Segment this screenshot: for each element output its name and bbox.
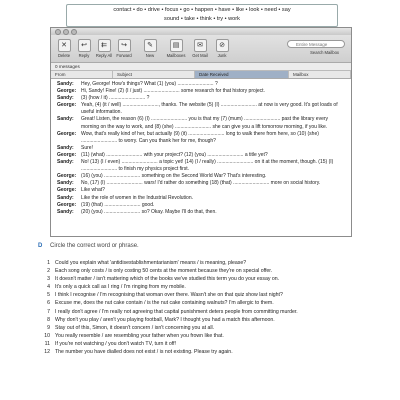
- exercise-number: 5: [47, 292, 50, 299]
- column-header: [51, 71, 351, 79]
- toolbar: [51, 35, 351, 63]
- exercise-item: [40, 259, 385, 267]
- dialogue-text: Hey, George! How's things? What (1) (you) .......................... ?: [81, 81, 218, 87]
- exercise-sentence: It's only a quick call as I ring / I'm ringing from my mobile.: [55, 284, 186, 291]
- dialogue-text: No! (13) (I / even) .......................... a topic yet! (14) (I / really) .......................... on it at the moment, though. (15) (I) .......................... to finish my physics project first.: [81, 159, 334, 173]
- speaker-name: George:: [57, 102, 77, 109]
- exercise-sentence: The number you have dialled does not exist / is not existing. Please try again.: [55, 349, 233, 356]
- speaker-name: George:: [57, 187, 77, 194]
- reply-label: Reply: [78, 53, 90, 58]
- exercise-item: [40, 316, 385, 324]
- new-button[interactable]: [141, 39, 159, 58]
- forward-icon: ↪: [118, 39, 131, 52]
- dialogue-line: [57, 145, 345, 152]
- exercise-item: [40, 299, 385, 307]
- dialogue-text: Wow, that's really kind of her, but actually (9) (it) .......................... long to walk there from here, so (10) (she) .......................... to worry. Can you thank her for me, though?: [81, 130, 319, 144]
- delete-icon: ✕: [58, 39, 71, 52]
- dialogue-line: [57, 202, 345, 209]
- dialogue-line: [57, 195, 345, 202]
- speaker-name: Sandy:: [57, 116, 74, 123]
- junk-icon: ⊘: [216, 39, 229, 52]
- dialogue-line: [57, 116, 345, 130]
- exercise-sentence: I really don't agree / I'm really not agreeing that capital punishment deters people from committing murder.: [55, 308, 298, 315]
- exercise-sentence: Excuse me, does the nut cake contain / is the nut cake containing walnuts? I'm allergic to them.: [55, 300, 274, 307]
- exercise-number: 11: [44, 340, 50, 347]
- reply-all-icon: ⇇: [98, 39, 111, 52]
- speaker-name: Sandy:: [57, 194, 74, 201]
- dialogue-text: (3) (how / it) .......................... ?: [81, 95, 150, 102]
- get-mail-icon: ✉: [194, 39, 207, 52]
- word-box-line-2: sound • take • think • try • work: [164, 15, 240, 22]
- reply-all-label: Reply All: [95, 53, 113, 58]
- search-input[interactable]: [287, 40, 345, 48]
- speaker-name: Sandy:: [57, 208, 74, 215]
- dialogue-text: Sure!: [81, 144, 93, 151]
- dialogue-line: [57, 173, 345, 180]
- dialogue-text: (16) (you) .......................... something on the Second World War? That's interesting.: [81, 173, 267, 180]
- get-mail-button[interactable]: [191, 39, 209, 58]
- dialogue-line: [57, 187, 345, 194]
- reply-button[interactable]: [75, 39, 93, 58]
- exercise-item: [40, 275, 385, 283]
- exercise-item: [40, 267, 385, 275]
- exercise-sentence: I think I recognise / I'm recognising that woman over there. Wasn't she on that quiz show last night?: [55, 292, 283, 299]
- exercise-number: 10: [44, 332, 50, 339]
- message-body: [51, 79, 351, 218]
- dialogue-line: [57, 180, 345, 187]
- junk-button[interactable]: [213, 39, 231, 58]
- exercise-sentence: Could you explain what 'antidisestablishmentarianism' means / is meaning, please?: [55, 260, 247, 266]
- word-box-line-1: contact • do • drive • focus • go • happen • have • like • look • need • say: [113, 7, 291, 13]
- exercise-number: 6: [47, 300, 50, 307]
- exercise-sentence: If you're not watching / you don't watch TV, turn it off!: [55, 340, 176, 347]
- word-box: [66, 4, 338, 27]
- reply-icon: ↩: [78, 39, 91, 52]
- speaker-name: George:: [57, 151, 77, 158]
- speaker-name: Sandy:: [57, 95, 74, 102]
- delete-button[interactable]: [55, 39, 73, 58]
- exercise-item: [40, 291, 385, 299]
- new-message-icon: ✎: [144, 39, 157, 52]
- dialogue-text: Yeah, (4) (it / well) .........................., thanks. The website (5) (I) .......................... at now is very good. It's got loads of useful information.: [81, 102, 338, 116]
- exercise-sentence: Stay out of this, Simon, it doesn't concern / isn't concerning you at all.: [55, 324, 215, 331]
- section-letter: D: [38, 243, 43, 249]
- exercise-list: [40, 259, 385, 356]
- search-mailbox-label: Search Mailbox: [310, 50, 339, 55]
- dialogue-text: Great! Listen, the reason (6) (I) .......................... you is that my (7) (mum) .......................... past the library every morning on the way to work, and (8) (she) .......................... she can give you a lift tomorrow morning, if you like.: [81, 116, 329, 130]
- exercise-item: [40, 340, 385, 348]
- exercise-sentence: You really resemble / are resembling your father when you frown like that.: [55, 332, 224, 339]
- exercise-number: 7: [47, 308, 50, 315]
- exercise-number: 3: [47, 276, 50, 283]
- exercise-number: 12: [44, 349, 50, 356]
- exercise-number: 1: [47, 260, 50, 266]
- exercise-item: [40, 283, 385, 291]
- forward-button[interactable]: [115, 39, 133, 58]
- dialogue-text: (20) (you) .......................... so? Okay. Maybe I'll do that, then.: [81, 208, 217, 215]
- exercise-item: [40, 348, 385, 356]
- forward-label: Forward: [116, 53, 132, 58]
- dialogue-text: Like what?: [81, 187, 105, 194]
- exercise-sentence: It doesn't matter / isn't mattering which of the books we've studied this term you do your essay on.: [55, 276, 280, 283]
- mail-window: [50, 27, 352, 237]
- speaker-name: Sandy:: [57, 180, 74, 187]
- exercise-number: 4: [47, 284, 50, 291]
- mailboxes-label: Mailboxes: [166, 53, 186, 58]
- section-instruction: Circle the correct word or phrase.: [50, 243, 139, 249]
- dialogue-line: [57, 152, 345, 159]
- speaker-name: George:: [57, 201, 77, 208]
- exercise-item: [40, 308, 385, 316]
- exercise-item: [40, 324, 385, 332]
- exercise-number: 9: [47, 324, 50, 331]
- column-from[interactable]: From: [51, 71, 113, 78]
- get-mail-label: Get Mail: [192, 53, 208, 58]
- speaker-name: Sandy:: [57, 159, 74, 166]
- column-date-received[interactable]: Date Received: [195, 71, 289, 78]
- dialogue-line: [57, 102, 345, 116]
- title-bar: [51, 28, 351, 35]
- exercise-number: 2: [47, 268, 50, 275]
- dialogue-line: [57, 209, 345, 216]
- exercise-item: [40, 332, 385, 340]
- column-mailbox[interactable]: Mailbox: [289, 71, 351, 78]
- exercise-sentence: Each song only costs / is only costing 50 cents at the moment because they're on special offer.: [55, 268, 273, 275]
- mailboxes-icon: ▤: [170, 39, 183, 52]
- search-placeholder: Entire Message: [296, 42, 328, 47]
- exercise-number: 8: [47, 316, 50, 323]
- dialogue-line: [57, 131, 345, 145]
- section-d-heading: [38, 243, 139, 249]
- speaker-name: Sandy:: [57, 144, 74, 151]
- speaker-name: George:: [57, 130, 77, 137]
- speaker-name: George:: [57, 173, 77, 180]
- speaker-name: Sandy:: [57, 81, 74, 87]
- message-count: 0 messages: [51, 63, 351, 71]
- dialogue-text: (11) (what) .......................... with your project? (12) (you) .......................... a title yet?: [81, 151, 268, 158]
- exercise-sentence: Why don't you play / aren't you playing football, Mark? I thought you had a match this afternoon.: [55, 316, 275, 323]
- dialogue-text: No, (17) (I) .......................... wars! I'd rather do something (18) (that) .......................... more on social history.: [81, 180, 321, 187]
- dialogue-text: (19) (that) .......................... good.: [81, 201, 155, 208]
- dialogue-text: Like the role of women in the Industrial Revolution.: [81, 194, 194, 201]
- dialogue-line: [57, 159, 345, 173]
- junk-label: Junk: [217, 53, 227, 58]
- reply-all-button[interactable]: [95, 39, 113, 58]
- delete-label: Delete: [57, 53, 71, 58]
- speaker-name: George:: [57, 88, 77, 95]
- dialogue-line: [57, 95, 345, 102]
- column-subject[interactable]: Subject: [113, 71, 195, 78]
- dialogue-line: [57, 81, 345, 88]
- mailboxes-button[interactable]: [165, 39, 187, 58]
- dialogue-line: [57, 88, 345, 95]
- new-label: New: [145, 53, 155, 58]
- dialogue-text: Hi, Sandy! Fine! (2) (I / just) .......................... some research for that history project.: [81, 88, 265, 95]
